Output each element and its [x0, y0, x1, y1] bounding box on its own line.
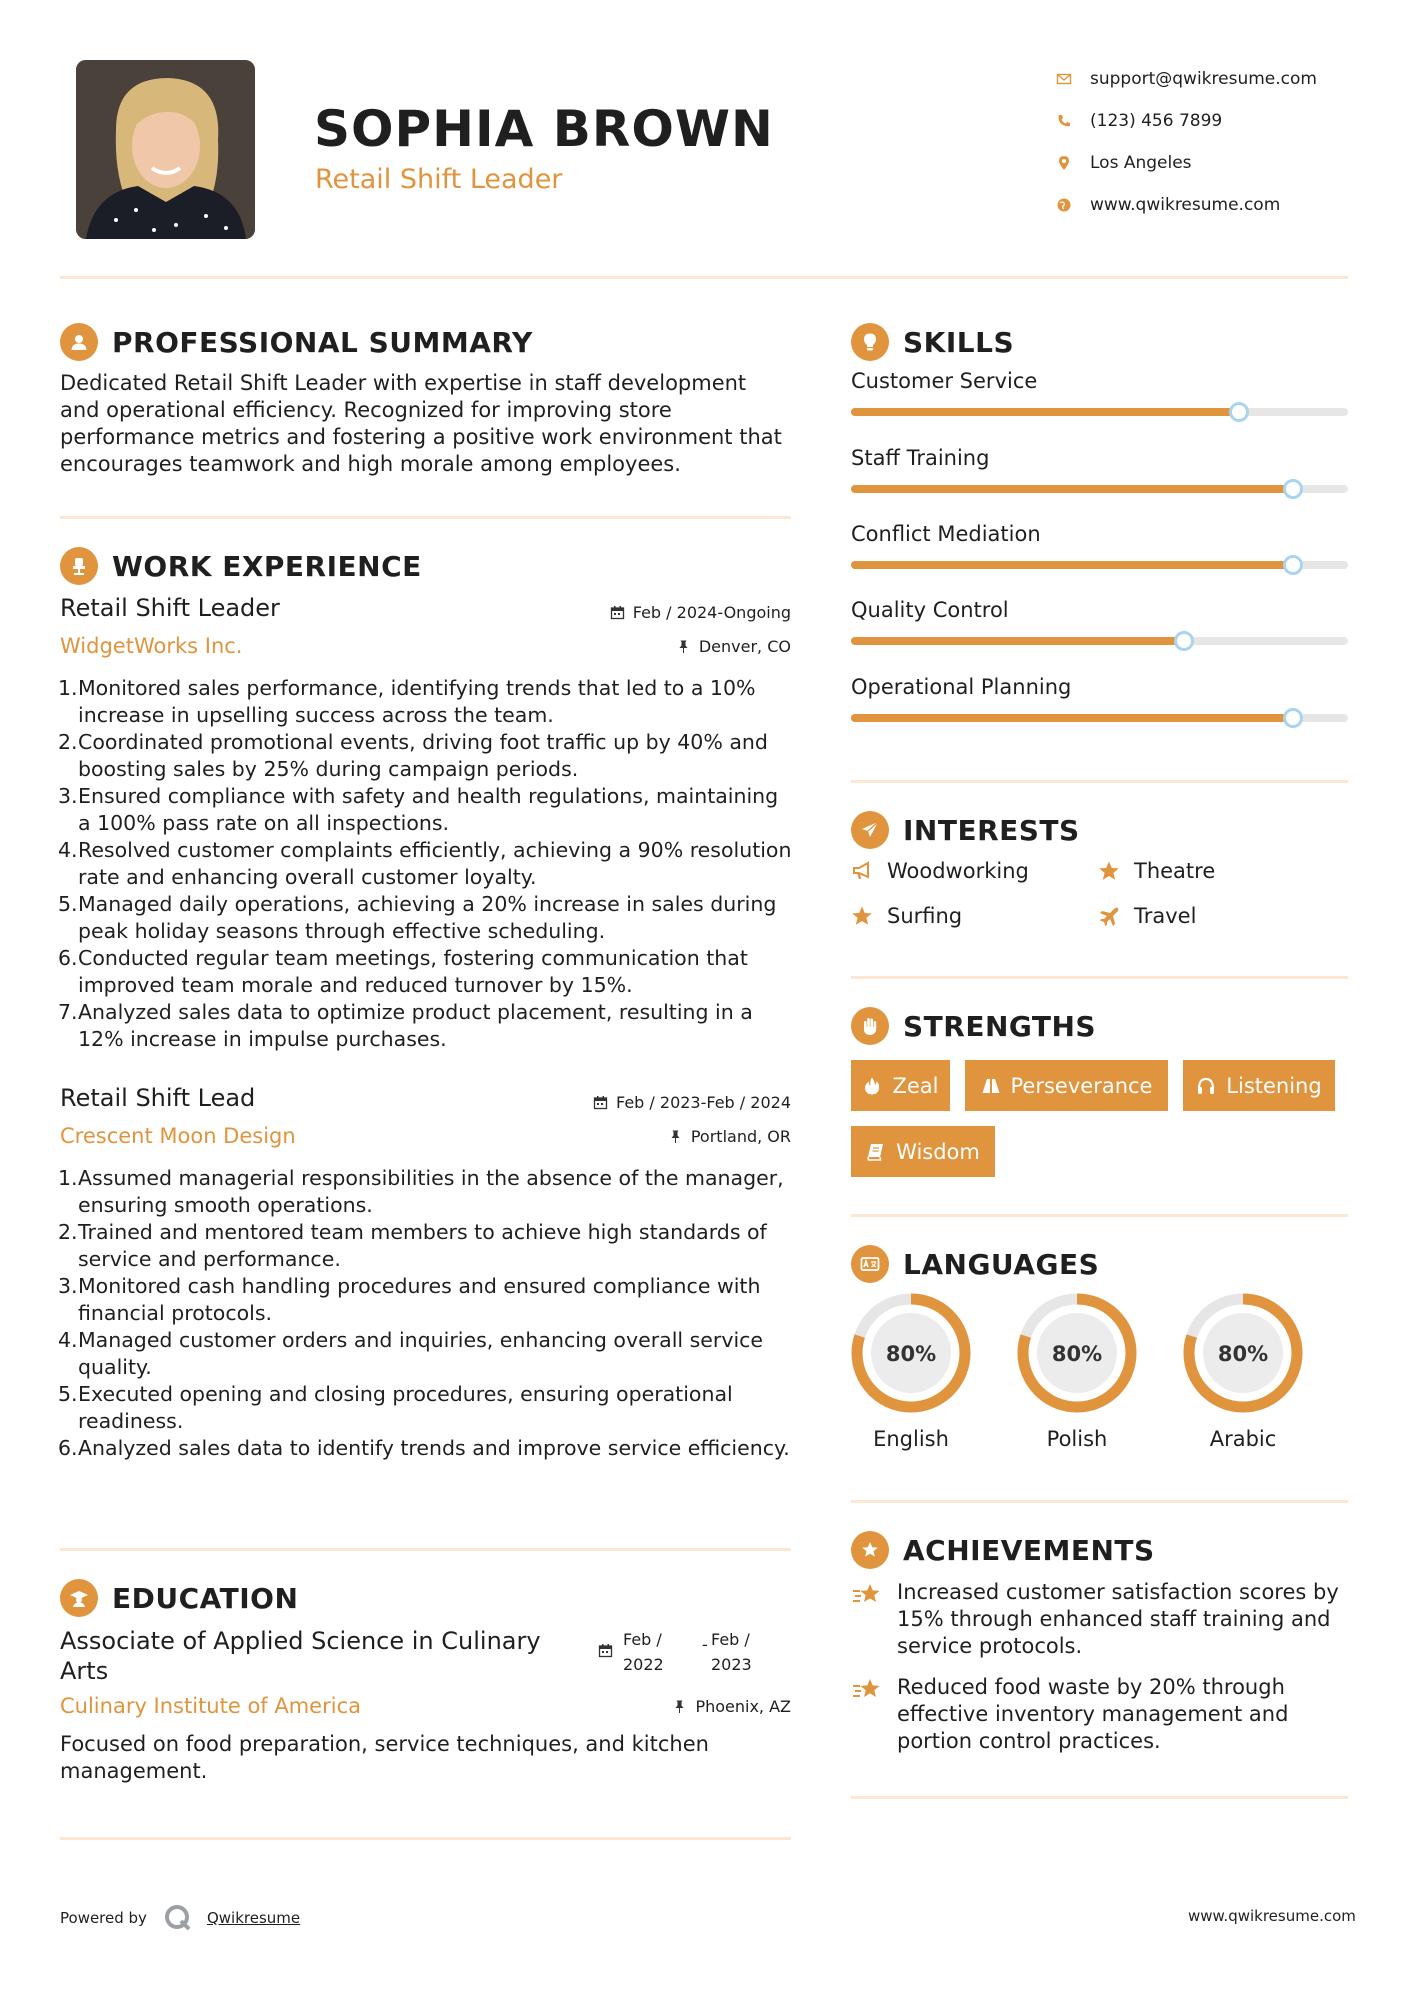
achievement-item-2: Reduced food waste by 20% through effective inventory management and portion control practices.: [851, 1674, 1351, 1755]
skill-fill: [851, 485, 1293, 493]
list-item: 2. Trained and mentored team members to achieve high standards of service and performance.: [58, 1220, 767, 1271]
contact-location-text: Los Angeles: [1090, 153, 1192, 173]
contact-website-text: www.qwikresume.com: [1090, 195, 1281, 215]
skill-fill: [851, 408, 1239, 416]
skill-slider-knob[interactable]: [1229, 402, 1249, 422]
contact-email[interactable]: [1054, 58, 1384, 100]
skill-track: [851, 561, 1348, 569]
education-heading: EDUCATION: [60, 1579, 298, 1617]
qwikresume-logo-icon: [163, 1903, 193, 1933]
education-location: Phoenix, AZ: [672, 1697, 791, 1716]
bullhorn-icon: [851, 860, 873, 882]
achievements-divider: [851, 1796, 1348, 1799]
fire-icon: [862, 1076, 882, 1096]
skill-slider-knob[interactable]: [1283, 708, 1303, 728]
list-item: 5. Managed daily operations, achieving a 20% increase in sales during peak holiday seasons through effective scheduling.: [58, 892, 777, 943]
skill-fill: [851, 637, 1184, 645]
shooting-star-icon: [851, 1581, 883, 1609]
contact-email-text: support@qwikresume.com: [1090, 69, 1317, 89]
skill-fill: [851, 561, 1293, 569]
interests-divider: [851, 976, 1348, 979]
summary-divider: [60, 516, 791, 519]
calendar-icon: [598, 1643, 613, 1658]
skill-track: [851, 485, 1348, 493]
language-percent: 80%: [885, 1342, 937, 1366]
languages-heading: LANGUAGES: [851, 1245, 1099, 1283]
calendar-icon: [610, 605, 625, 620]
strength-tag-wisdom: Wisdom: [851, 1126, 995, 1177]
headphones-icon: [1196, 1076, 1216, 1096]
skill-slider-knob[interactable]: [1174, 631, 1194, 651]
skill-operational-planning: Operational Planning: [851, 675, 1348, 703]
skill-quality-control: Quality Control: [851, 598, 1348, 626]
experience-divider: [60, 1548, 791, 1551]
user-icon: [60, 323, 98, 361]
interest-surfing: Surfing: [851, 904, 962, 928]
list-item: 4. Resolved customer complaints efficiently, achieving a 90% resolution rate and enhancing overall customer loyalty.: [58, 838, 792, 889]
summary-text: Dedicated Retail Shift Leader with expertise in staff development and operational efficiency. Recognized for improving store performance metrics and fostering a positive work environment that encourages teamwork and high morale among employees.: [60, 371, 782, 476]
strengths-divider: [851, 1214, 1348, 1217]
language-ring: [1181, 1291, 1305, 1415]
language-english: 80% English: [849, 1291, 973, 1451]
road-icon: [981, 1076, 1001, 1096]
list-item: 3. Ensured compliance with safety and health regulations, maintaining a 100% pass rate on all inspections.: [58, 784, 779, 835]
language-ring: [849, 1291, 973, 1415]
list-item: 1. Monitored sales performance, identifying trends that led to a 10% increase in upselling success across the team.: [58, 676, 756, 727]
language-ring: [1015, 1291, 1139, 1415]
job-1-bullets: [60, 675, 797, 1053]
strength-tag-listening: Listening: [1183, 1060, 1335, 1111]
list-item: 2. Coordinated promotional events, driving foot traffic up by 40% and boosting sales by 25% during campaign periods.: [58, 730, 768, 781]
contact-website[interactable]: [1054, 184, 1384, 226]
list-item: 5. Executed opening and closing procedures, ensuring operational readiness.: [58, 1382, 733, 1433]
pushpin-icon: [672, 1699, 687, 1714]
job-2-company: Crescent Moon Design: [60, 1124, 296, 1148]
job-2-bullets: [60, 1165, 797, 1462]
strength-tag-zeal: Zeal: [851, 1060, 950, 1111]
experience-heading: WORK EXPERIENCE: [60, 547, 422, 585]
interest-woodworking: Woodworking: [851, 859, 1029, 883]
skill-customer-service: Customer Service: [851, 369, 1348, 397]
strengths-heading: STRENGTHS: [851, 1007, 1096, 1045]
education-description: Focused on food preparation, service techniques, and kitchen management.: [60, 1732, 709, 1783]
skill-track: [851, 637, 1348, 645]
strength-tag-perseverance: Perseverance: [965, 1060, 1168, 1111]
education-school: Culinary Institute of America: [60, 1694, 361, 1718]
calendar-icon: [593, 1095, 608, 1110]
lightbulb-icon: [851, 323, 889, 361]
language-polish: 80% Polish: [1015, 1291, 1139, 1451]
phone-icon: [1054, 113, 1090, 129]
chair-icon: [60, 547, 98, 585]
skill-fill: [851, 714, 1293, 722]
contact-location: [1054, 142, 1384, 184]
header-divider: [60, 276, 1348, 279]
language-percent: 80%: [1051, 1342, 1103, 1366]
powered-by: Powered by Qwikresume: [60, 1903, 300, 1933]
languages-divider: [851, 1500, 1348, 1503]
language-card-icon: [851, 1245, 889, 1283]
summary-heading: PROFESSIONAL SUMMARY: [60, 323, 533, 361]
education-divider: [60, 1837, 791, 1840]
skill-slider-knob[interactable]: [1283, 479, 1303, 499]
job-1-location: Denver, CO: [676, 637, 791, 656]
achievements-heading: ACHIEVEMENTS: [851, 1531, 1155, 1569]
job-1-role: Retail Shift Leader: [60, 594, 280, 622]
contact-phone[interactable]: [1054, 100, 1384, 142]
list-item: 4. Managed customer orders and inquiries, enhancing overall service quality.: [58, 1328, 764, 1379]
book-icon: [866, 1142, 886, 1162]
job-2-role: Retail Shift Lead: [60, 1084, 256, 1112]
paper-plane-icon: [851, 811, 889, 849]
list-item: 6. Analyzed sales data to identify trends and improve service efficiency.: [58, 1436, 790, 1460]
achievement-item-1: Increased customer satisfaction scores by 15% through enhanced staff training and service protocols.: [851, 1579, 1351, 1660]
contact-list: [1054, 58, 1384, 226]
skills-heading: SKILLS: [851, 323, 1014, 361]
skill-conflict-mediation: Conflict Mediation: [851, 522, 1348, 550]
medal-star-icon: [851, 1531, 889, 1569]
skill-track: [851, 408, 1348, 416]
skill-slider-knob[interactable]: [1283, 555, 1303, 575]
list-item: 7. Analyzed sales data to optimize product placement, resulting in a 12% increase in impulse purchases.: [58, 1000, 753, 1051]
skill-staff-training: Staff Training: [851, 446, 1348, 474]
job-2-dates: Feb / 2023-Feb / 2024: [593, 1093, 791, 1112]
language-arabic: 80% Arabic: [1181, 1291, 1305, 1451]
contact-phone-text: (123) 456 7899: [1090, 111, 1223, 131]
education-degree: Associate of Applied Science in Culinary Arts: [60, 1627, 541, 1685]
graduate-icon: [60, 1579, 98, 1617]
profile-photo: [76, 60, 255, 239]
resume-page: SOPHIA BROWN Retail Shift Leader support@qwikresume.com (123) 456 7899 Los Angeles www.qwikresume.com PROFESSIONAL SUMMARY Dedicated Retail Shift Leader with expertise in staff development and operational efficiency. Recognized for improving store performance metrics and fostering a positive work environment that encourages teamwork and high morale among employees. WORK EXPERIENCE Retail Shift Leader Feb / 2024-Ongoing WidgetWorks Inc. Denver, CO 1. Monitored sales performance, identifying trends that led to a 10% increase in upselling success across the team. 2. Coordinated promotional events, driving foot traffic up by 40% and boosting sales by 25% during campaign periods. 3. Ensured compliance with safety and health regulations, maintaining a 100% pass rate on all inspections. 4. Resolved customer complaints efficiently, achieving a 90% resolution rate and enhancing overall customer loyalty. 5. Managed daily operations, achieving a 20% increase in sales during peak holiday seasons through effective scheduling. 6. Conducted regular team meetings, fostering communication that improved team morale and reduced turnover by 15%. 7. Analyzed sales data to optimize product placement, resulting in a 12% increase in impulse purchases. Retail Shift Lead Feb / 2023-Feb / 2024 Crescent Moon Design Portland, OR 1. Assumed managerial responsibilities in the absence of the manager, ensuring smooth operations. 2. Trained and mentored team members to achieve high standards of service and performance. 3. Monitored cash handling procedures and ensured compliance with financial protocols. 4. Managed customer orders and inquiries, enhancing overall service quality. 5. Executed opening and closing procedures, ensuring operational readiness. 6. Analyzed sales data to identify trends and improve service efficiency. EDUCATION Associate of Applied Science in Culinary Arts Feb / 2022 - Feb / 2023 Culinary Institute of America Phoenix, AZ Focused on food preparation, service techniques, and kitchen management. SKILLS Customer Service Staff Training Conflict Mediation Quality Control Operational Planning INTERESTS Woodworking Theatre Surfing Travel STRENGTHS Zeal Perseverance Listening Wisdom LANGUAGES 80% English 80% Polish 80% Arabic ACHIEVEMENTS Increased customer satisfaction scores by 15% through enhanced staff training and service protocols. Reduced food waste by 20% through effective inventory management and portion control practices. Powered by Qwikresume www.qwikresume.com: [0, 0, 1407, 1990]
interest-theatre: Theatre: [1098, 859, 1215, 883]
plane-icon: [1098, 905, 1120, 927]
list-item: 6. Conducted regular team meetings, fostering communication that improved team morale and reduced turnover by 15%.: [58, 946, 748, 997]
interest-travel: Travel: [1098, 904, 1196, 928]
footer-url[interactable]: www.qwikresume.com: [1188, 1907, 1356, 1925]
shooting-star-icon: [851, 1676, 883, 1704]
job-2-location: Portland, OR: [668, 1127, 791, 1146]
hand-icon: [851, 1007, 889, 1045]
pushpin-icon: [676, 639, 691, 654]
job-1-company: WidgetWorks Inc.: [60, 634, 243, 658]
star-icon: [851, 905, 873, 927]
envelope-icon: [1054, 71, 1090, 87]
globe-icon: [1054, 197, 1090, 213]
skills-divider: [851, 780, 1348, 783]
candidate-name: SOPHIA BROWN: [314, 100, 774, 158]
star-icon: [1098, 860, 1120, 882]
list-item: 3. Monitored cash handling procedures and ensured compliance with financial protocols.: [58, 1274, 761, 1325]
map-pin-icon: [1054, 155, 1090, 171]
job-1-dates: Feb / 2024-Ongoing: [610, 603, 791, 622]
language-percent: 80%: [1217, 1342, 1269, 1366]
interests-heading: INTERESTS: [851, 811, 1080, 849]
candidate-title: Retail Shift Leader: [315, 164, 563, 195]
pushpin-icon: [668, 1129, 683, 1144]
qwikresume-link[interactable]: Qwikresume: [206, 1909, 301, 1927]
skill-track: [851, 714, 1348, 722]
list-item: 1. Assumed managerial responsibilities in the absence of the manager, ensuring smooth operations.: [58, 1166, 784, 1217]
